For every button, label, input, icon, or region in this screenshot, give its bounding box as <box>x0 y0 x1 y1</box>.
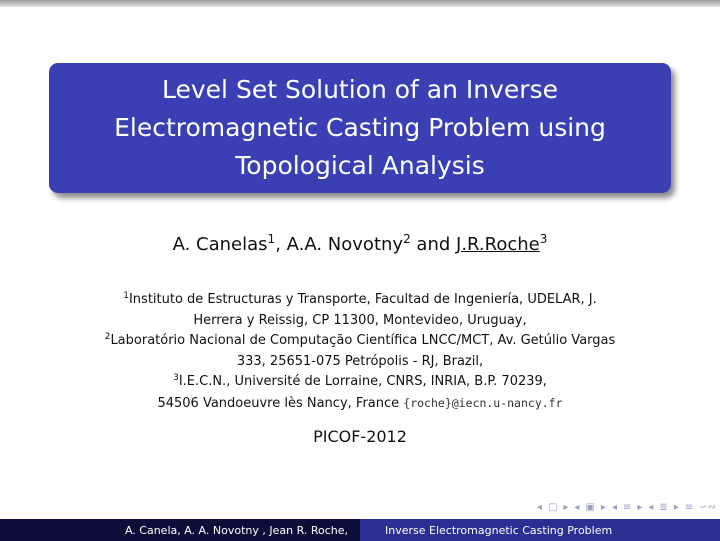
title-line-2: Electromagnetic Casting Problem using <box>114 113 606 142</box>
affiliation-3-address: 54506 Vandoeuvre lès Nancy, France <box>157 395 404 411</box>
top-bar <box>0 0 720 7</box>
affiliation-2-text: Laboratório Nacional de Computação Científica LNCC/MCT, Av. Getúlio Vargas <box>110 333 616 348</box>
author-sep-1: , <box>275 234 287 255</box>
slide-title <box>80 71 640 185</box>
affiliations <box>40 290 680 414</box>
nav-prev-icon[interactable]: ◂ <box>536 501 542 513</box>
nav-prev-section-icon[interactable]: ◂ <box>611 501 617 513</box>
affiliation-1-text: Instituto de Estructuras y Transporte, Facultad de Ingeniería, UDELAR, J. <box>128 292 597 307</box>
affiliation-3-line-1 <box>40 372 680 393</box>
author-sep-2: and <box>410 234 457 255</box>
nav-search-icon[interactable]: ∽∾ <box>699 501 716 513</box>
nav-prev-subsection-icon[interactable]: ◂ <box>648 501 654 513</box>
affiliation-2-line-1 <box>40 331 680 352</box>
nav-prev-frame-icon[interactable]: ◂ <box>574 501 580 513</box>
author-list <box>0 232 720 258</box>
beamer-navigation <box>458 500 716 514</box>
author-3: J.R.Roche <box>456 234 540 255</box>
nav-toc-icon[interactable]: ≡ <box>684 501 694 513</box>
footer-authors: A. Canela, A. A. Novotny , Jean R. Roche, <box>0 519 360 541</box>
author-3-sup: 3 <box>539 232 548 246</box>
affiliation-3-line-2 <box>40 393 680 415</box>
affiliation-1-sup: 1 <box>123 291 129 301</box>
nav-subsection-icon[interactable]: ≣ <box>659 501 668 513</box>
title-line-3: Topological Analysis <box>235 151 485 180</box>
title-line-1: Level Set Solution of an Inverse <box>162 75 558 104</box>
affiliation-1-line-1 <box>40 290 680 311</box>
affiliation-3-text: I.E.C.N., Université de Lorraine, CNRS, INRIA, B.P. 70239, <box>178 374 547 389</box>
footer-title: Inverse Electromagnetic Casting Problem <box>360 519 720 541</box>
email-address[interactable]: {roche}@iecn.u-nancy.fr <box>403 395 563 410</box>
nav-next-frame-icon[interactable]: ▸ <box>600 501 606 513</box>
affiliation-3-sup: 3 <box>173 373 179 383</box>
title-box <box>49 63 671 193</box>
affiliation-2-line-2: 333, 25651-075 Petrópolis - RJ, Brazil, <box>236 353 484 369</box>
author-1-sup: 1 <box>267 232 276 246</box>
conference-name: PICOF-2012 <box>313 427 407 446</box>
author-2: A.A. Novotny <box>286 234 404 255</box>
nav-next-icon[interactable]: ▸ <box>563 501 569 513</box>
author-1: A. Canelas <box>172 234 268 255</box>
nav-next-section-icon[interactable]: ▸ <box>637 501 643 513</box>
nav-frame-icon[interactable]: ▣ <box>585 501 595 513</box>
nav-section-icon[interactable]: ≡ <box>622 501 632 513</box>
nav-next-subsection-icon[interactable]: ▸ <box>673 501 679 513</box>
author-2-sup: 2 <box>403 232 411 246</box>
affiliation-2-sup: 2 <box>104 332 111 342</box>
nav-slide-icon[interactable]: □ <box>547 501 558 513</box>
affiliation-1-line-2: Herrera y Reissig, CP 11300, Montevideo, Uruguay, <box>193 312 527 328</box>
footer-bar <box>0 519 720 541</box>
